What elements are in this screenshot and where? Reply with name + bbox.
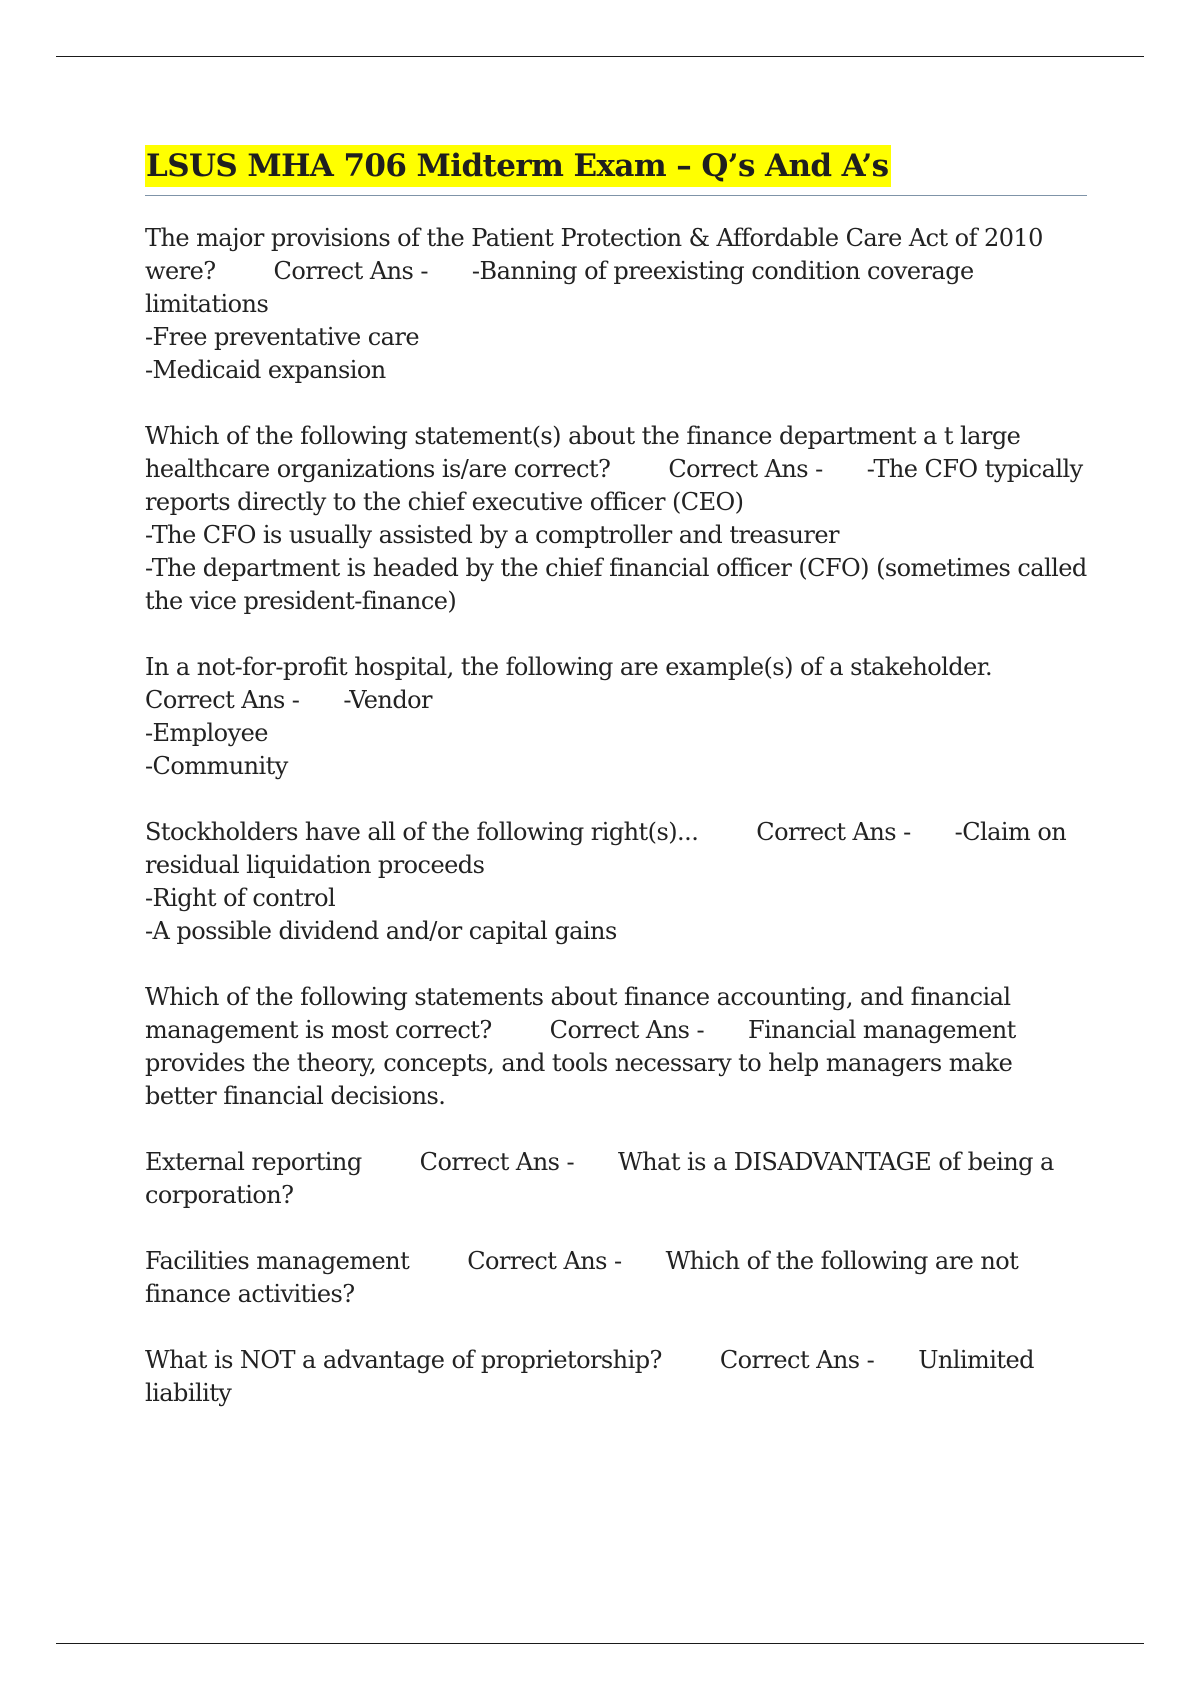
page-bottom-rule (56, 1643, 1144, 1644)
answer-line: -Free preventative care (145, 323, 419, 351)
qa-item (145, 1344, 1087, 1410)
question-text: Which of the following statements about finance accounting, and financial management is most correct? (145, 983, 1011, 1044)
page-top-rule (56, 56, 1144, 57)
qa-item (145, 1245, 1087, 1311)
correct-answer-label: Correct Ans - (668, 455, 823, 483)
qa-first-line (145, 981, 1087, 1113)
answer-line: Unlimited liability (145, 1346, 1034, 1407)
question-text: What is NOT a advantage of proprietorship? (145, 1346, 662, 1374)
question-text: External reporting (145, 1148, 362, 1176)
correct-answer-label: Correct Ans - (467, 1247, 622, 1275)
answer-line: -A possible dividend and/or capital gains (145, 917, 617, 945)
qa-first-line (145, 420, 1087, 519)
qa-item (145, 1146, 1087, 1212)
question-text: In a not-for-profit hospital, the following are example(s) of a stakeholder. (145, 653, 993, 681)
answer-line: -The CFO typically reports directly to the chief executive officer (CEO) (145, 455, 1083, 516)
document-body (145, 145, 1087, 1443)
document-title: LSUS MHA 706 Midterm Exam – Q’s And A’s (145, 145, 891, 187)
answer-line: -Community (145, 752, 288, 780)
qa-first-line (145, 1245, 1087, 1311)
question-text: Facilities management (145, 1247, 410, 1275)
qa-first-line (145, 816, 1087, 882)
question-text: Which of the following statement(s) about the finance department a t large healthcare organizations is/are correct? (145, 422, 1021, 483)
question-text: The major provisions of the Patient Protection & Affordable Care Act of 2010 were? (145, 224, 1043, 285)
answer-line: -Employee (145, 719, 268, 747)
answer-line: -Medicaid expansion (145, 356, 386, 384)
question-text: Stockholders have all of the following right(s)... (145, 818, 699, 846)
answer-line: -Vendor (343, 686, 432, 714)
correct-answer-label: Correct Ans - (419, 1148, 575, 1176)
correct-answer-label: Correct Ans - (719, 1346, 875, 1374)
answer-line: -Banning of preexisting condition coverage limitations (145, 257, 974, 318)
correct-answer-label: Correct Ans - (273, 257, 428, 285)
qa-item (145, 816, 1087, 948)
title-block (145, 145, 1087, 196)
answer-line: What is a DISADVANTAGE of being a corporation? (145, 1148, 1054, 1209)
qa-first-line (145, 1344, 1087, 1410)
qa-first-line (145, 1146, 1087, 1212)
correct-answer-label: Correct Ans - (756, 818, 911, 846)
qa-item (145, 651, 1087, 783)
qa-first-line (145, 651, 1087, 717)
answer-line: -Claim on residual liquidation proceeds (145, 818, 1067, 879)
answer-line: -The CFO is usually assisted by a comptroller and treasurer (145, 521, 839, 549)
correct-answer-label: Correct Ans - (549, 1016, 705, 1044)
qa-first-line (145, 222, 1087, 321)
qa-item (145, 222, 1087, 387)
correct-answer-label: Correct Ans - (145, 686, 300, 714)
answer-line: -Right of control (145, 884, 336, 912)
answer-line: -The department is headed by the chief financial officer (CFO) (sometimes called the vice president-finance) (145, 554, 1087, 615)
answer-line: Financial management provides the theory, concepts, and tools necessary to help managers make better financial decisions. (145, 1016, 1016, 1110)
qa-item (145, 420, 1087, 618)
answer-line: Which of the following are not finance activities? (145, 1247, 1019, 1308)
qa-item (145, 981, 1087, 1113)
